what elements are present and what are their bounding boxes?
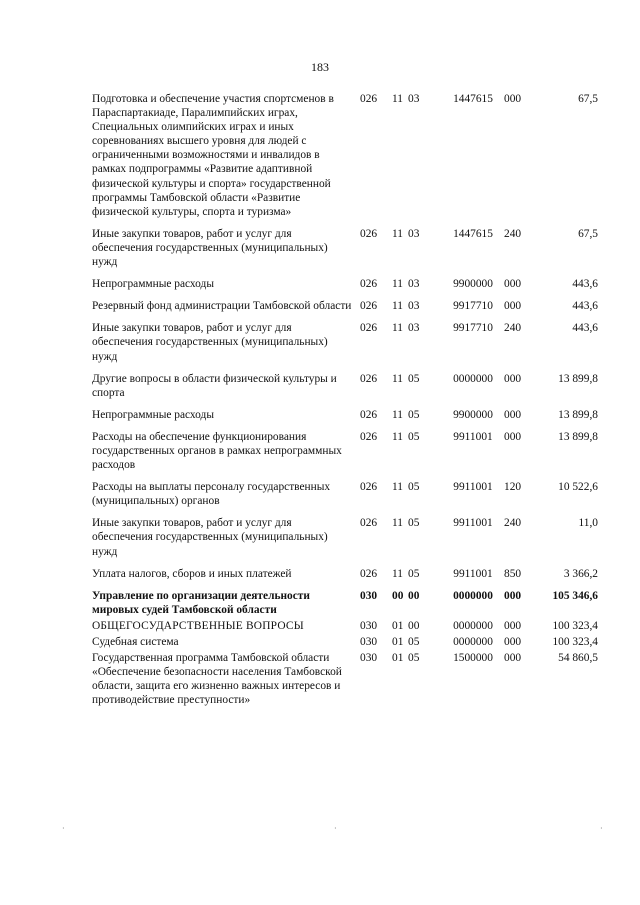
- subsection-code: 03: [408, 300, 420, 313]
- ministry-code: 026: [360, 278, 378, 291]
- subsection-code: 03: [408, 278, 420, 291]
- target-article-code: 9900000: [453, 278, 493, 291]
- row-name: Резервный фонд администрации Тамбовской области: [92, 300, 352, 313]
- ministry-code: 026: [360, 93, 378, 105]
- subsection-code: 00: [408, 589, 420, 602]
- table-row: [92, 227, 598, 277]
- section-code: 11: [392, 372, 403, 385]
- amount: 100 323,4: [552, 636, 598, 648]
- ministry-code: 026: [360, 430, 378, 443]
- table-row: [92, 589, 598, 619]
- target-article-code: 9917710: [453, 300, 493, 313]
- expense-type-code: 000: [504, 300, 522, 313]
- budget-table: [92, 92, 598, 715]
- ministry-code: 030: [360, 619, 378, 632]
- subsection-code: 00: [408, 619, 420, 632]
- subsection-code: 03: [408, 322, 420, 335]
- row-name: Управление по организации деятельности мировых судей Тамбовской области: [92, 589, 310, 616]
- scan-dot: ·: [600, 824, 603, 833]
- section-code: 11: [392, 567, 403, 580]
- target-article-code: 0000000: [453, 589, 493, 602]
- subsection-code: 05: [408, 430, 420, 443]
- expense-type-code: 000: [504, 589, 522, 602]
- row-name: Государственная программа Тамбовской области «Обеспечение безопасности населения Тамбовской области, защита его жизненно важных интересов и противодействие преступности»: [92, 652, 342, 707]
- scan-dot: ·: [334, 824, 337, 833]
- section-code: 00: [392, 589, 404, 602]
- section-code: 01: [392, 636, 404, 648]
- section-code: 11: [392, 278, 403, 291]
- row-name: Иные закупки товаров, работ и услуг для обеспечения государственных (муниципальных) нужд: [92, 322, 328, 363]
- row-name: ОБЩЕГОСУДАРСТВЕННЫЕ ВОПРОСЫ: [92, 619, 304, 632]
- amount: 443,6: [572, 300, 598, 313]
- ministry-code: 026: [360, 481, 378, 494]
- row-name: Непрограммные расходы: [92, 278, 214, 291]
- section-code: 01: [392, 619, 404, 632]
- expense-type-code: 240: [504, 227, 522, 240]
- row-name: Подготовка и обеспечение участия спортсменов в Параспартакиаде, Паралимпийских играх, Специальных олимпийских играх и иных соревнованиях высшего уровня для людей с ограниченными возможностями и инвалидов в рамках подпрограммы «Развитие адаптивной физической культуры и спорта» государственной программы Тамбовской области «Развитие физической культуры, спорта и туризма»: [92, 93, 334, 218]
- amount: 13 899,8: [558, 372, 598, 385]
- section-code: 11: [392, 430, 403, 443]
- subsection-code: 03: [408, 93, 420, 105]
- table-row: [92, 430, 598, 480]
- row-name: Уплата налогов, сборов и иных платежей: [92, 567, 292, 580]
- target-article-code: 0000000: [453, 372, 493, 385]
- section-code: 11: [392, 322, 403, 335]
- subsection-code: 05: [408, 567, 420, 580]
- amount: 13 899,8: [558, 430, 598, 443]
- section-code: 11: [392, 517, 403, 530]
- target-article-code: 0000000: [453, 619, 493, 632]
- section-code: 11: [392, 93, 403, 105]
- expense-type-code: 240: [504, 517, 522, 530]
- section-code: 11: [392, 300, 403, 313]
- table-row: [92, 516, 598, 566]
- expense-type-code: 850: [504, 567, 522, 580]
- section-code: 11: [392, 227, 403, 240]
- row-name: Другие вопросы в области физической культуры и спорта: [92, 372, 337, 399]
- row-name: Судебная система: [92, 636, 179, 648]
- target-article-code: 9911001: [453, 481, 493, 494]
- ministry-code: 026: [360, 567, 378, 580]
- target-article-code: 9900000: [453, 408, 493, 421]
- target-article-code: 0000000: [453, 636, 493, 648]
- table-row: [92, 372, 598, 408]
- section-code: 11: [392, 481, 403, 494]
- subsection-code: 05: [408, 652, 420, 665]
- amount: 105 346,6: [552, 589, 598, 602]
- ministry-code: 030: [360, 636, 378, 648]
- amount: 10 522,6: [558, 481, 598, 494]
- expense-type-code: 000: [504, 408, 522, 421]
- amount: 67,5: [578, 93, 598, 105]
- expense-type-code: 000: [504, 652, 522, 665]
- expense-type-code: 000: [504, 619, 522, 632]
- page-number: 183: [311, 60, 329, 74]
- target-article-code: 9917710: [453, 322, 493, 335]
- target-article-code: 1447615: [453, 227, 493, 240]
- expense-type-code: 000: [504, 636, 522, 648]
- row-name: Расходы на обеспечение функционирования государственных органов в рамках непрограммных расходов: [92, 430, 342, 472]
- target-article-code: 9911001: [453, 430, 493, 443]
- table-row: [92, 277, 598, 299]
- table-row: [92, 651, 598, 715]
- table-row: [92, 635, 598, 651]
- expense-type-code: 240: [504, 322, 522, 335]
- ministry-code: 026: [360, 227, 378, 240]
- subsection-code: 05: [408, 517, 420, 530]
- scan-dot: ·: [62, 824, 65, 833]
- expense-type-code: 000: [504, 278, 522, 291]
- row-name: Иные закупки товаров, работ и услуг для обеспечения государственных (муниципальных) нужд: [92, 227, 328, 269]
- expense-type-code: 000: [504, 372, 522, 385]
- table-row: [92, 567, 598, 589]
- target-article-code: 9911001: [453, 567, 493, 580]
- amount: 100 323,4: [552, 619, 598, 632]
- subsection-code: 05: [408, 481, 420, 494]
- ministry-code: 026: [360, 372, 378, 385]
- amount: 3 366,2: [563, 567, 598, 580]
- amount: 54 860,5: [558, 652, 598, 665]
- row-name: Иные закупки товаров, работ и услуг для обеспечения государственных (муниципальных) нужд: [92, 517, 328, 558]
- amount: 13 899,8: [558, 408, 598, 421]
- expense-type-code: 000: [504, 93, 522, 105]
- ministry-code: 030: [360, 589, 378, 602]
- amount: 11,0: [578, 517, 598, 530]
- row-name: Расходы на выплаты персоналу государственных (муниципальных) органов: [92, 481, 331, 508]
- subsection-code: 05: [408, 636, 420, 648]
- amount: 443,6: [572, 322, 598, 335]
- table-row: [92, 92, 598, 227]
- section-code: 11: [392, 408, 403, 421]
- subsection-code: 03: [408, 227, 420, 240]
- target-article-code: 9911001: [453, 517, 493, 530]
- table-row: [92, 299, 598, 321]
- ministry-code: 026: [360, 322, 378, 335]
- target-article-code: 1447615: [453, 93, 493, 105]
- table-row: [92, 321, 598, 371]
- expense-type-code: 000: [504, 430, 522, 443]
- amount: 67,5: [578, 227, 598, 240]
- ministry-code: 030: [360, 652, 378, 665]
- table-row: [92, 408, 598, 430]
- table-row: [92, 619, 598, 635]
- ministry-code: 026: [360, 517, 378, 530]
- ministry-code: 026: [360, 408, 378, 421]
- table-row: [92, 480, 598, 516]
- target-article-code: 1500000: [453, 652, 493, 665]
- ministry-code: 026: [360, 300, 378, 313]
- subsection-code: 05: [408, 408, 420, 421]
- row-name: Непрограммные расходы: [92, 408, 214, 421]
- subsection-code: 05: [408, 372, 420, 385]
- section-code: 01: [392, 652, 404, 665]
- expense-type-code: 120: [504, 481, 522, 494]
- amount: 443,6: [572, 278, 598, 291]
